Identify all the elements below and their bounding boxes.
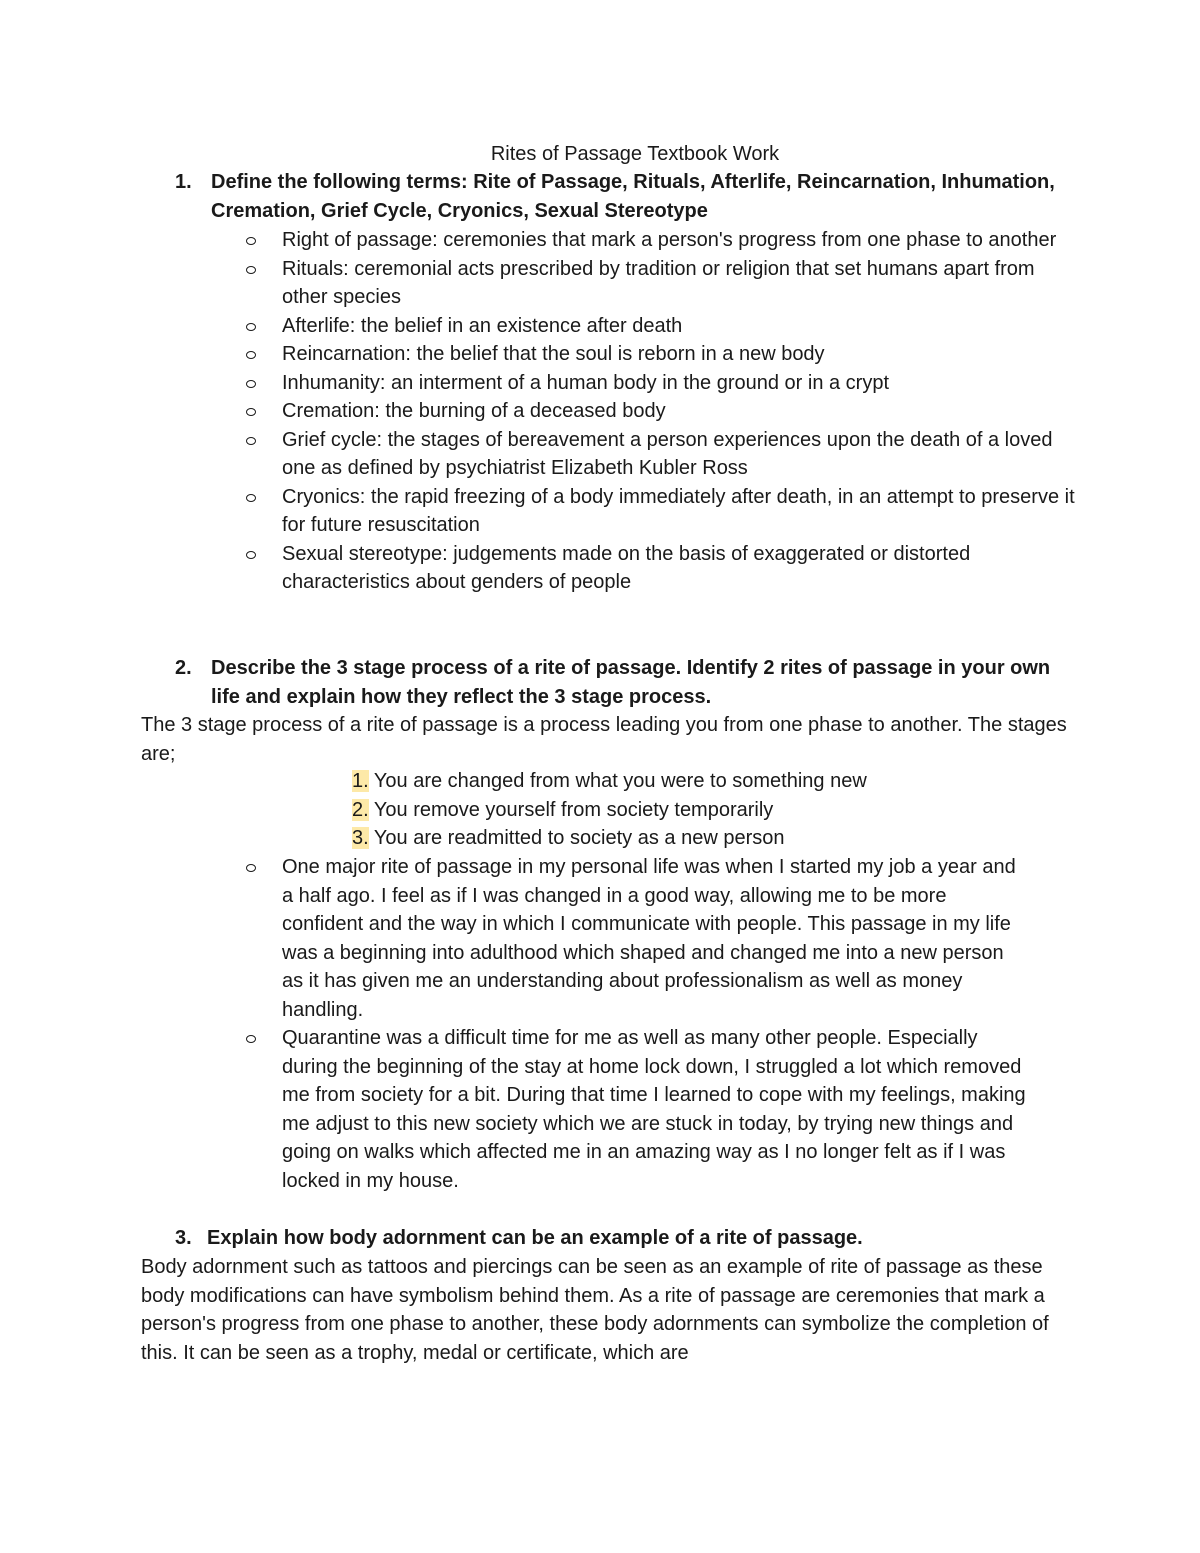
- question-number: 3.: [175, 1227, 192, 1249]
- stage-text: You remove yourself from society temporarily: [368, 798, 774, 821]
- stage-number: 3.: [352, 827, 369, 849]
- question-text: Describe the 3 stage process of a rite of passage. Identify 2 rites of passage in your own life and explain how they reflect the 3 stage process.: [211, 657, 1051, 708]
- question-2: [175, 654, 1055, 711]
- hollow-bullet-icon: [246, 437, 256, 445]
- list-item: [352, 796, 867, 825]
- definition-text: Rituals: ceremonial acts prescribed by tradition or religion that set humans apart from other species: [282, 257, 1035, 308]
- definition-text: Inhumanity: an interment of a human body in the ground or in a crypt: [282, 371, 890, 394]
- list-item: [246, 853, 1026, 1024]
- document-title: Rites of Passage Textbook Work: [490, 143, 780, 165]
- definition-text: Cremation: the burning of a deceased body: [282, 400, 666, 422]
- stage-text: You are readmitted to society as a new person: [368, 827, 785, 849]
- stages-list: [352, 767, 867, 853]
- list-item: [352, 767, 867, 796]
- list-item: [246, 369, 1076, 398]
- stage-text: You are changed from what you were to something new: [368, 770, 867, 792]
- hollow-bullet-icon: [246, 1035, 256, 1043]
- definition-text: Afterlife: the belief in an existence after death: [282, 314, 683, 337]
- examples-list: [246, 853, 1026, 1195]
- hollow-bullet-icon: [246, 266, 256, 274]
- question-text: Explain how body adornment can be an example of a rite of passage.: [207, 1227, 863, 1249]
- definitions-list: [246, 226, 1076, 597]
- question-3: [175, 1224, 1055, 1253]
- definition-text: Right of passage: ceremonies that mark a person's progress from one phase to another: [282, 229, 1057, 251]
- definition-text: Sexual stereotype: judgements made on the basis of exaggerated or distorted characteristics about genders of people: [282, 542, 971, 593]
- question-number: 2.: [175, 657, 192, 679]
- definition-text: Reincarnation: the belief that the soul is reborn in a new body: [282, 343, 825, 365]
- example-text: Quarantine was a difficult time for me as well as many other people. Especially during the beginning of the stay at home lock down, I struggled a lot which removed me from society for a bit. During that time I learned to cope with my feelings, making me adjust to this new society which we are stuck in today, by trying new things and going on walks which affected me in an amazing way as I no longer felt as if I was locked in my house.: [282, 1027, 1026, 1192]
- hollow-bullet-icon: [246, 237, 256, 245]
- example-text: One major rite of passage in my personal life was when I started my job a year and a half ago. I feel as if I was changed in a good way, allowing me to be more confident and the way in which I communicate with people. This passage in my life was a beginning into adulthood which shaped and changed me into a new person as it has given me an understanding about professionalism as well as money handling.: [282, 856, 1016, 1021]
- hollow-bullet-icon: [246, 551, 256, 559]
- hollow-bullet-icon: [246, 380, 256, 388]
- hollow-bullet-icon: [246, 351, 256, 359]
- list-item: [246, 426, 1076, 483]
- list-item: [246, 540, 1076, 597]
- definition-text: Grief cycle: the stages of bereavement a person experiences upon the death of a loved one as defined by psychiatrist Elizabeth Kubler Ross: [282, 428, 1053, 479]
- list-item: [246, 397, 1076, 426]
- list-item: [246, 255, 1076, 312]
- stage-number: 1.: [352, 770, 369, 792]
- list-item: [246, 340, 1076, 369]
- question-1: [175, 168, 1055, 225]
- hollow-bullet-icon: [246, 323, 256, 331]
- definition-text: Cryonics: the rapid freezing of a body immediately after death, in an attempt to preserve it for future resuscitation: [282, 485, 1075, 536]
- question-number: 1.: [175, 171, 192, 193]
- list-item: [246, 312, 1076, 341]
- hollow-bullet-icon: [246, 864, 256, 872]
- answer-intro: The 3 stage process of a rite of passage is a process leading you from one phase to another. The stages are;: [141, 714, 1067, 765]
- answer-text: Body adornment such as tattoos and piercings can be seen as an example of rite of passage as these body modifications can have symbolism behind them. As a rite of passage are ceremonies that mark a person's progress from one phase to another, these body adornments can symbolize the completion of this. It can be seen as a trophy, medal or certificate, which are: [141, 1256, 1049, 1364]
- list-item: [246, 483, 1076, 540]
- hollow-bullet-icon: [246, 408, 256, 416]
- hollow-bullet-icon: [246, 494, 256, 502]
- list-item: [246, 226, 1076, 255]
- question-text: Define the following terms: Rite of Passage, Rituals, Afterlife, Reincarnation, Inhumation, Cremation, Grief Cycle, Cryonics, Sexual Stereotype: [211, 171, 1055, 222]
- list-item: [352, 824, 867, 853]
- list-item: [246, 1024, 1026, 1195]
- stage-number: 2.: [352, 798, 369, 821]
